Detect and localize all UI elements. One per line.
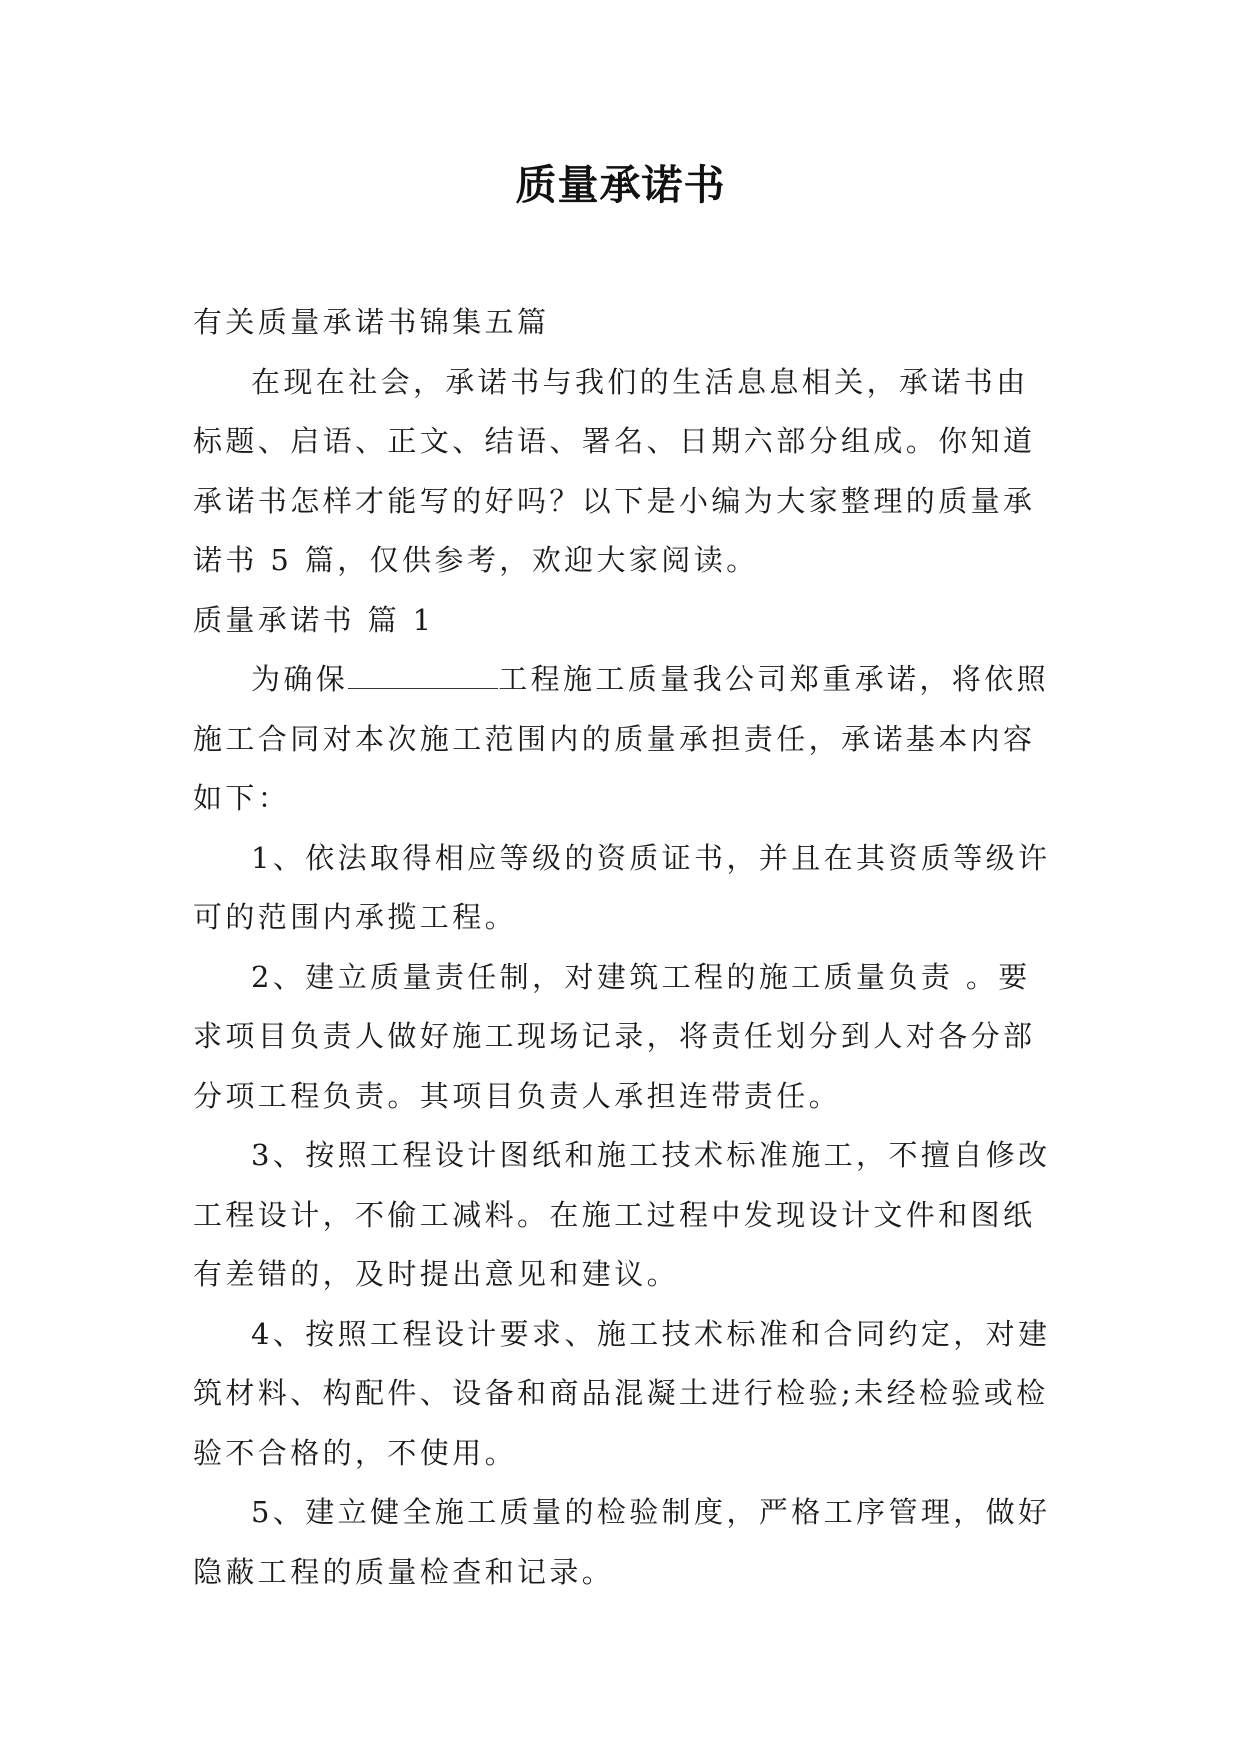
item-paragraph-5: 5、建立健全施工质量的检验制度，严格工序管理，做好隐蔽工程的质量检查和记录。 [193,1495,1051,1589]
item-paragraph-3: 3、按照工程设计图纸和施工技术标准施工，不擅自修改工程设计，不偷工减料。在施工过程中发现设计文件和图纸有差错的，及时提出意见和建议。 [193,1138,1051,1291]
item-paragraph-4: 4、按照工程设计要求、施工技术标准和合同约定，对建筑材料、构配件、设备和商品混凝土进行检验;未经检验或检验不合格的，不使用。 [193,1316,1051,1470]
document-subtitle: 有关质量承诺书锦集五篇 [193,305,550,339]
fill-in-blank [348,666,498,689]
intro-paragraph: 在现在社会，承诺书与我们的生活息息相关，承诺书由标题、启语、正文、结语、署名、日期六部分组成。你知道承诺书怎样才能写的好吗？以下是小编为大家整理的质量承诺书 5 篇，仅供参考，欢迎大家阅读。 [193,364,1036,577]
item-paragraph-2: 2、建立质量责任制，对建筑工程的施工质量负责 。要求项目负责人做好施工现场记录，将责任划分到人对各分部分项工程负责。其项目负责人承担连带责任。 [193,959,1036,1113]
document-title: 质量承诺书 [515,161,726,209]
opening-text-before: 为确保 [251,662,349,696]
item-paragraph-1: 1、依法取得相应等级的资质证书，并且在其资质等级许可的范围内承揽工程。 [193,840,1051,934]
opening-text-after: 工程施工质量我公司郑重承诺，将依照施工合同对本次施工范围内的质量承担责任，承诺基本内容如下： [193,662,1050,815]
document-body [193,293,1058,1602]
section-heading: 质量承诺书 篇 1 [193,602,435,637]
opening-paragraph [193,650,1058,829]
